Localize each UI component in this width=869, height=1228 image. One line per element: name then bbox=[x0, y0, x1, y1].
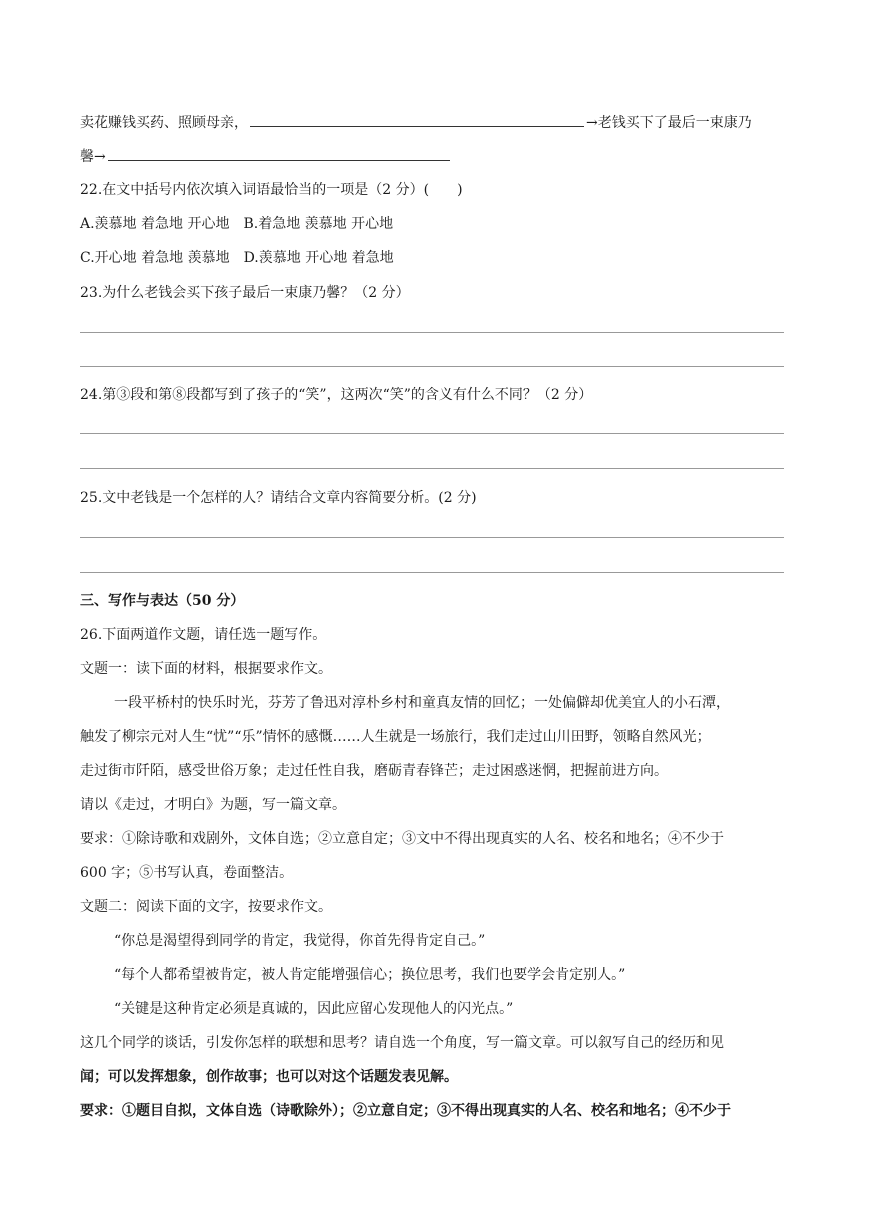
q24-answer-line-1[interactable] bbox=[80, 433, 784, 434]
topic1-heading: 文题一：读下面的材料，根据要求作文。 bbox=[80, 661, 332, 677]
q25-stem: 25.文中老钱是一个怎样的人？请结合文章内容简要分析。(2 分) bbox=[80, 490, 477, 506]
continuation-text-1: 卖花赚钱买药、照顾母亲， bbox=[80, 115, 248, 131]
answer-blank-2[interactable] bbox=[108, 146, 450, 161]
option-d[interactable]: D.羡慕地 开心地 着急地 bbox=[243, 250, 394, 266]
q22-options-row2 bbox=[80, 248, 790, 268]
topic2-requirements: 要求：①题目自拟，文体自选（诗歌除外）；②立意自定；③不得出现真实的人名、校名和地名；④不少于 bbox=[80, 1103, 731, 1119]
topic2-quote-3: “关键是这种肯定必须是真诚的，因此应留心发现他人的闪光点。” bbox=[114, 1001, 514, 1017]
answer-blank-1[interactable] bbox=[250, 112, 584, 127]
topic1-paragraph-line2: 触发了柳宗元对人生“忧”“乐”情怀的感慨……人生就是一场旅行，我们走过山川田野，领略自然风光； bbox=[80, 729, 711, 745]
q22-options-row1 bbox=[80, 214, 790, 234]
q22-stem: 22.在文中括号内依次填入词语最恰当的一项是（2 分）( ) bbox=[80, 182, 463, 198]
q25-answer-line-2[interactable] bbox=[80, 572, 784, 573]
topic1-paragraph-line3: 走过街市阡陌，感受世俗万象；走过任性自我，磨砺青春锋芒；走过困惑迷惘，把握前进方向。 bbox=[80, 763, 668, 779]
option-b[interactable]: B.着急地 羡慕地 开心地 bbox=[243, 216, 394, 232]
topic1-paragraph-line1: 一段平桥村的快乐时光，芬芳了鲁迅对淳朴乡村和童真友情的回忆；一处偏僻却优美宜人的小石潭， bbox=[114, 695, 730, 711]
q26-stem: 26.下面两道作文题，请任选一题写作。 bbox=[80, 627, 327, 643]
section-title: 三、写作与表达（50 分） bbox=[80, 593, 245, 609]
topic1-requirements-line2: 600 字；⑤书写认真，卷面整洁。 bbox=[80, 865, 294, 881]
q24-answer-line-2[interactable] bbox=[80, 468, 784, 469]
option-c[interactable]: C.开心地 着急地 羡慕地 bbox=[80, 250, 230, 266]
q25-answer-line-1[interactable] bbox=[80, 537, 784, 538]
q21-continuation-line2 bbox=[80, 146, 790, 167]
topic1-title-instruction: 请以《走过，才明白》为题，写一篇文章。 bbox=[80, 797, 346, 813]
q21-continuation-line1 bbox=[80, 112, 790, 133]
topic2-paragraph-line2: 闻；可以发挥想象，创作故事；也可以对这个话题发表见解。 bbox=[80, 1069, 458, 1085]
topic2-heading: 文题二：阅读下面的文字，按要求作文。 bbox=[80, 899, 332, 915]
continuation-text-2: →老钱买下了最后一束康乃 bbox=[586, 115, 752, 131]
q23-stem: 23.为什么老钱会买下孩子最后一束康乃馨？（2 分） bbox=[80, 285, 410, 301]
option-a[interactable]: A.羡慕地 着急地 开心地 bbox=[80, 216, 230, 232]
topic2-quote-1: “你总是渴望得到同学的肯定，我觉得，你首先得肯定自己。” bbox=[114, 933, 486, 949]
q23-answer-line-2[interactable] bbox=[80, 366, 784, 367]
q24-stem: 24.第③段和第⑧段都写到了孩子的“笑”，这两次“笑”的含义有什么不同？（2 分） bbox=[80, 387, 593, 403]
continuation-text-3: 馨→ bbox=[80, 149, 106, 165]
q23-answer-line-1[interactable] bbox=[80, 332, 784, 333]
topic2-paragraph-line1: 这几个同学的谈话，引发你怎样的联想和思考？请自选一个角度，写一篇文章。可以叙写自己的经历和见 bbox=[80, 1035, 724, 1051]
topic2-quote-2: “每个人都希望被肯定，被人肯定能增强信心；换位思考，我们也要学会肯定别人。” bbox=[114, 967, 626, 983]
topic1-requirements-line1: 要求：①除诗歌和戏剧外，文体自选；②立意自定；③文中不得出现真实的人名、校名和地名；④不少于 bbox=[80, 831, 724, 847]
